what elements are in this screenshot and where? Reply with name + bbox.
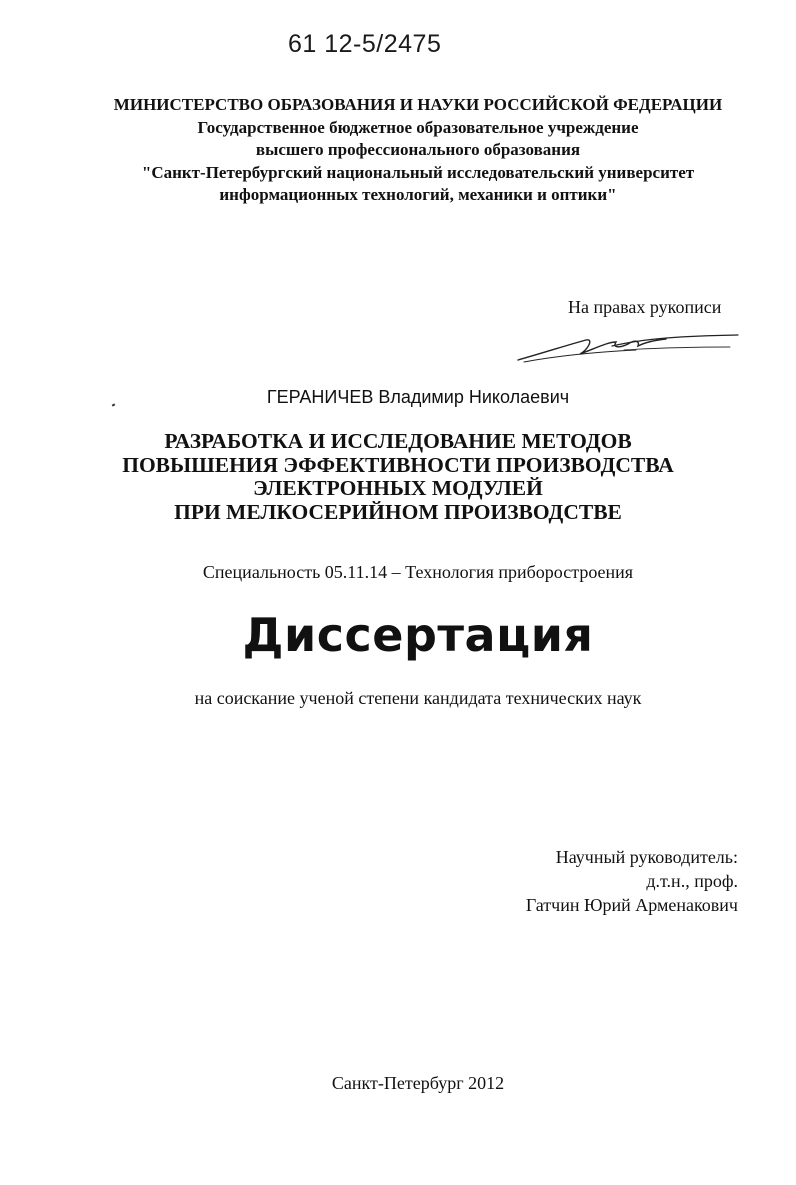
organization-line: "Санкт-Петербургский национальный исследовательский университет: [141, 162, 695, 182]
specialty: Специальность 05.11.14 – Технология приборостроения: [202, 562, 634, 582]
thesis-title-line: ЭЛЕКТРОННЫХ МОДУЛЕЙ: [253, 476, 543, 500]
degree-statement: на соискание ученой степени кандидата технических наук: [194, 688, 642, 708]
thesis-title-line: РАЗРАБОТКА И ИССЛЕДОВАНИЕ МЕТОДОВ: [164, 429, 632, 453]
organization-line: МИНИСТЕРСТВО ОБРАЗОВАНИЯ И НАУКИ РОССИЙСКОЙ ФЕДЕРАЦИИ: [113, 95, 723, 114]
supervisor-name: Гатчин Юрий Арменакович: [525, 895, 738, 915]
thesis-title-line: ПРИ МЕЛКОСЕРИЙНОМ ПРОИЗВОДСТВЕ: [174, 499, 622, 524]
document-type-heading: Диссертация: [242, 608, 594, 662]
catalog-number: 61 12-5/2475: [288, 30, 442, 58]
supervisor-credentials: д.т.н., проф.: [646, 871, 738, 891]
supervisor-block: [526, 845, 738, 917]
organization-line: Государственное бюджетное образовательное учреждение: [197, 117, 639, 137]
organization-line: высшего профессионального образования: [255, 140, 581, 159]
city-year: Санкт-Петербург 2012: [331, 1073, 505, 1093]
supervisor-label: Научный руководитель:: [555, 847, 738, 867]
manuscript-note: На правах рукописи: [568, 297, 722, 317]
signature: [516, 322, 740, 368]
organization-header: [60, 94, 776, 207]
organization-line: информационных технологий, механики и оптики": [219, 185, 617, 204]
author-name: ГЕРАНИЧЕВ Владимир Николаевич: [266, 387, 570, 407]
thesis-title: [20, 430, 776, 524]
thesis-title-line: ПОВЫШЕНИЯ ЭФФЕКТИВНОСТИ ПРОИЗВОДСТВА: [122, 452, 674, 477]
